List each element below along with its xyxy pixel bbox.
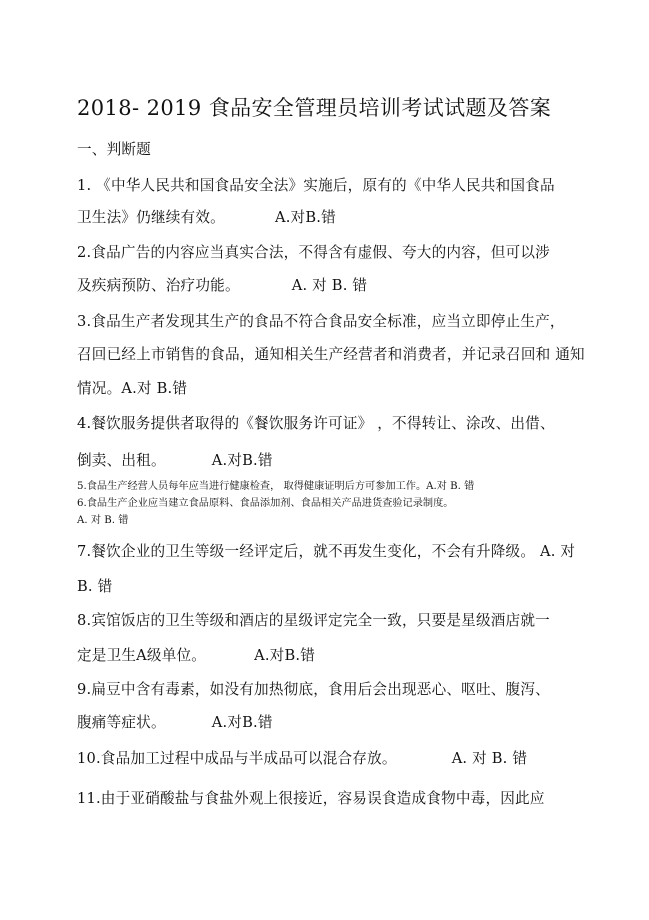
question-10-line [77,750,527,768]
question-5-line: 5.食品生产经营人员每年应当进行健康检查， 取得健康证明后方可参加工作。A.对 B. 错 [77,481,475,492]
question-8-options: A.对B.错 [254,647,316,664]
question-3-line-3: 情况。A.对 B.错 [77,380,188,397]
question-4-options: A.对B.错 [211,452,273,469]
question-9-text: 腹痛等症状。 [77,714,166,731]
question-2-line-1: 2.食品广告的内容应当真实合法，不得含有虚假、夸大的内容，但可以涉 [77,244,550,261]
question-6-line-1: 6.食品生产企业应当建立食品原料、食品添加剂、食品相关产品进货查验记录制度。 [77,498,454,509]
question-8-line-1: 8.宾馆饭店的卫生等级和酒店的星级评定完全一致，只要是星级酒店就一 [77,612,550,629]
question-2-text: 及疾病预防、治疗功能。 [77,277,240,294]
question-8-line-2 [77,647,315,665]
question-3-line-1: 3.食品生产者发现其生产的食品不符合食品安全标准，应当立即停止生产， [77,313,565,330]
question-3-line-2: 召回已经上市销售的食品，通知相关生产经营者和消费者，并记录召回和 通知 [77,346,585,363]
question-1-line-2 [77,209,336,227]
question-10-text: 10.食品加工过程中成品与半成品可以混合存放。 [77,750,397,767]
question-9-line-1: 9.扁豆中含有毒素，如没有加热彻底，食用后会出现恶心、呕吐、腹泻、 [77,681,550,698]
question-9-line-2 [77,714,273,732]
section-heading: 一、判断题 [77,141,151,158]
question-4-line-2 [77,452,273,470]
question-4-line-1: 4.餐饮服务提供者取得的《餐饮服务许可证》 ，不得转让、涂改、出借、 [77,415,555,432]
question-10-options: A. 对 B. 错 [451,750,528,767]
question-7-line-2: B. 错 [77,578,113,595]
question-2-line-2 [77,277,367,295]
question-1-text: 卫生法》仍继续有效。 [77,209,225,226]
question-8-text: 定是卫生A级单位。 [77,647,207,664]
question-1-options: A.对B.错 [274,209,336,226]
question-1-line-1: 1. 《中华人民共和国食品安全法》实施后，原有的《中华人民共和国食品 [77,177,555,194]
question-2-options: A. 对 B. 错 [291,277,368,294]
document-title: 2018- 2019 食品安全管理员培训考试试题及答案 [77,96,552,120]
question-9-options: A.对B.错 [211,714,273,731]
question-4-text: 倒卖、出租。 [77,452,166,469]
question-11-line-1: 11.由于亚硝酸盐与食盐外观上很接近，容易误食造成食物中毒，因此应 [77,790,545,807]
question-6-line-2: A. 对 B. 错 [77,515,129,526]
question-7-line-1: 7.餐饮企业的卫生等级一经评定后，就不再发生变化，不会有升降级。 A. 对 [77,543,576,560]
